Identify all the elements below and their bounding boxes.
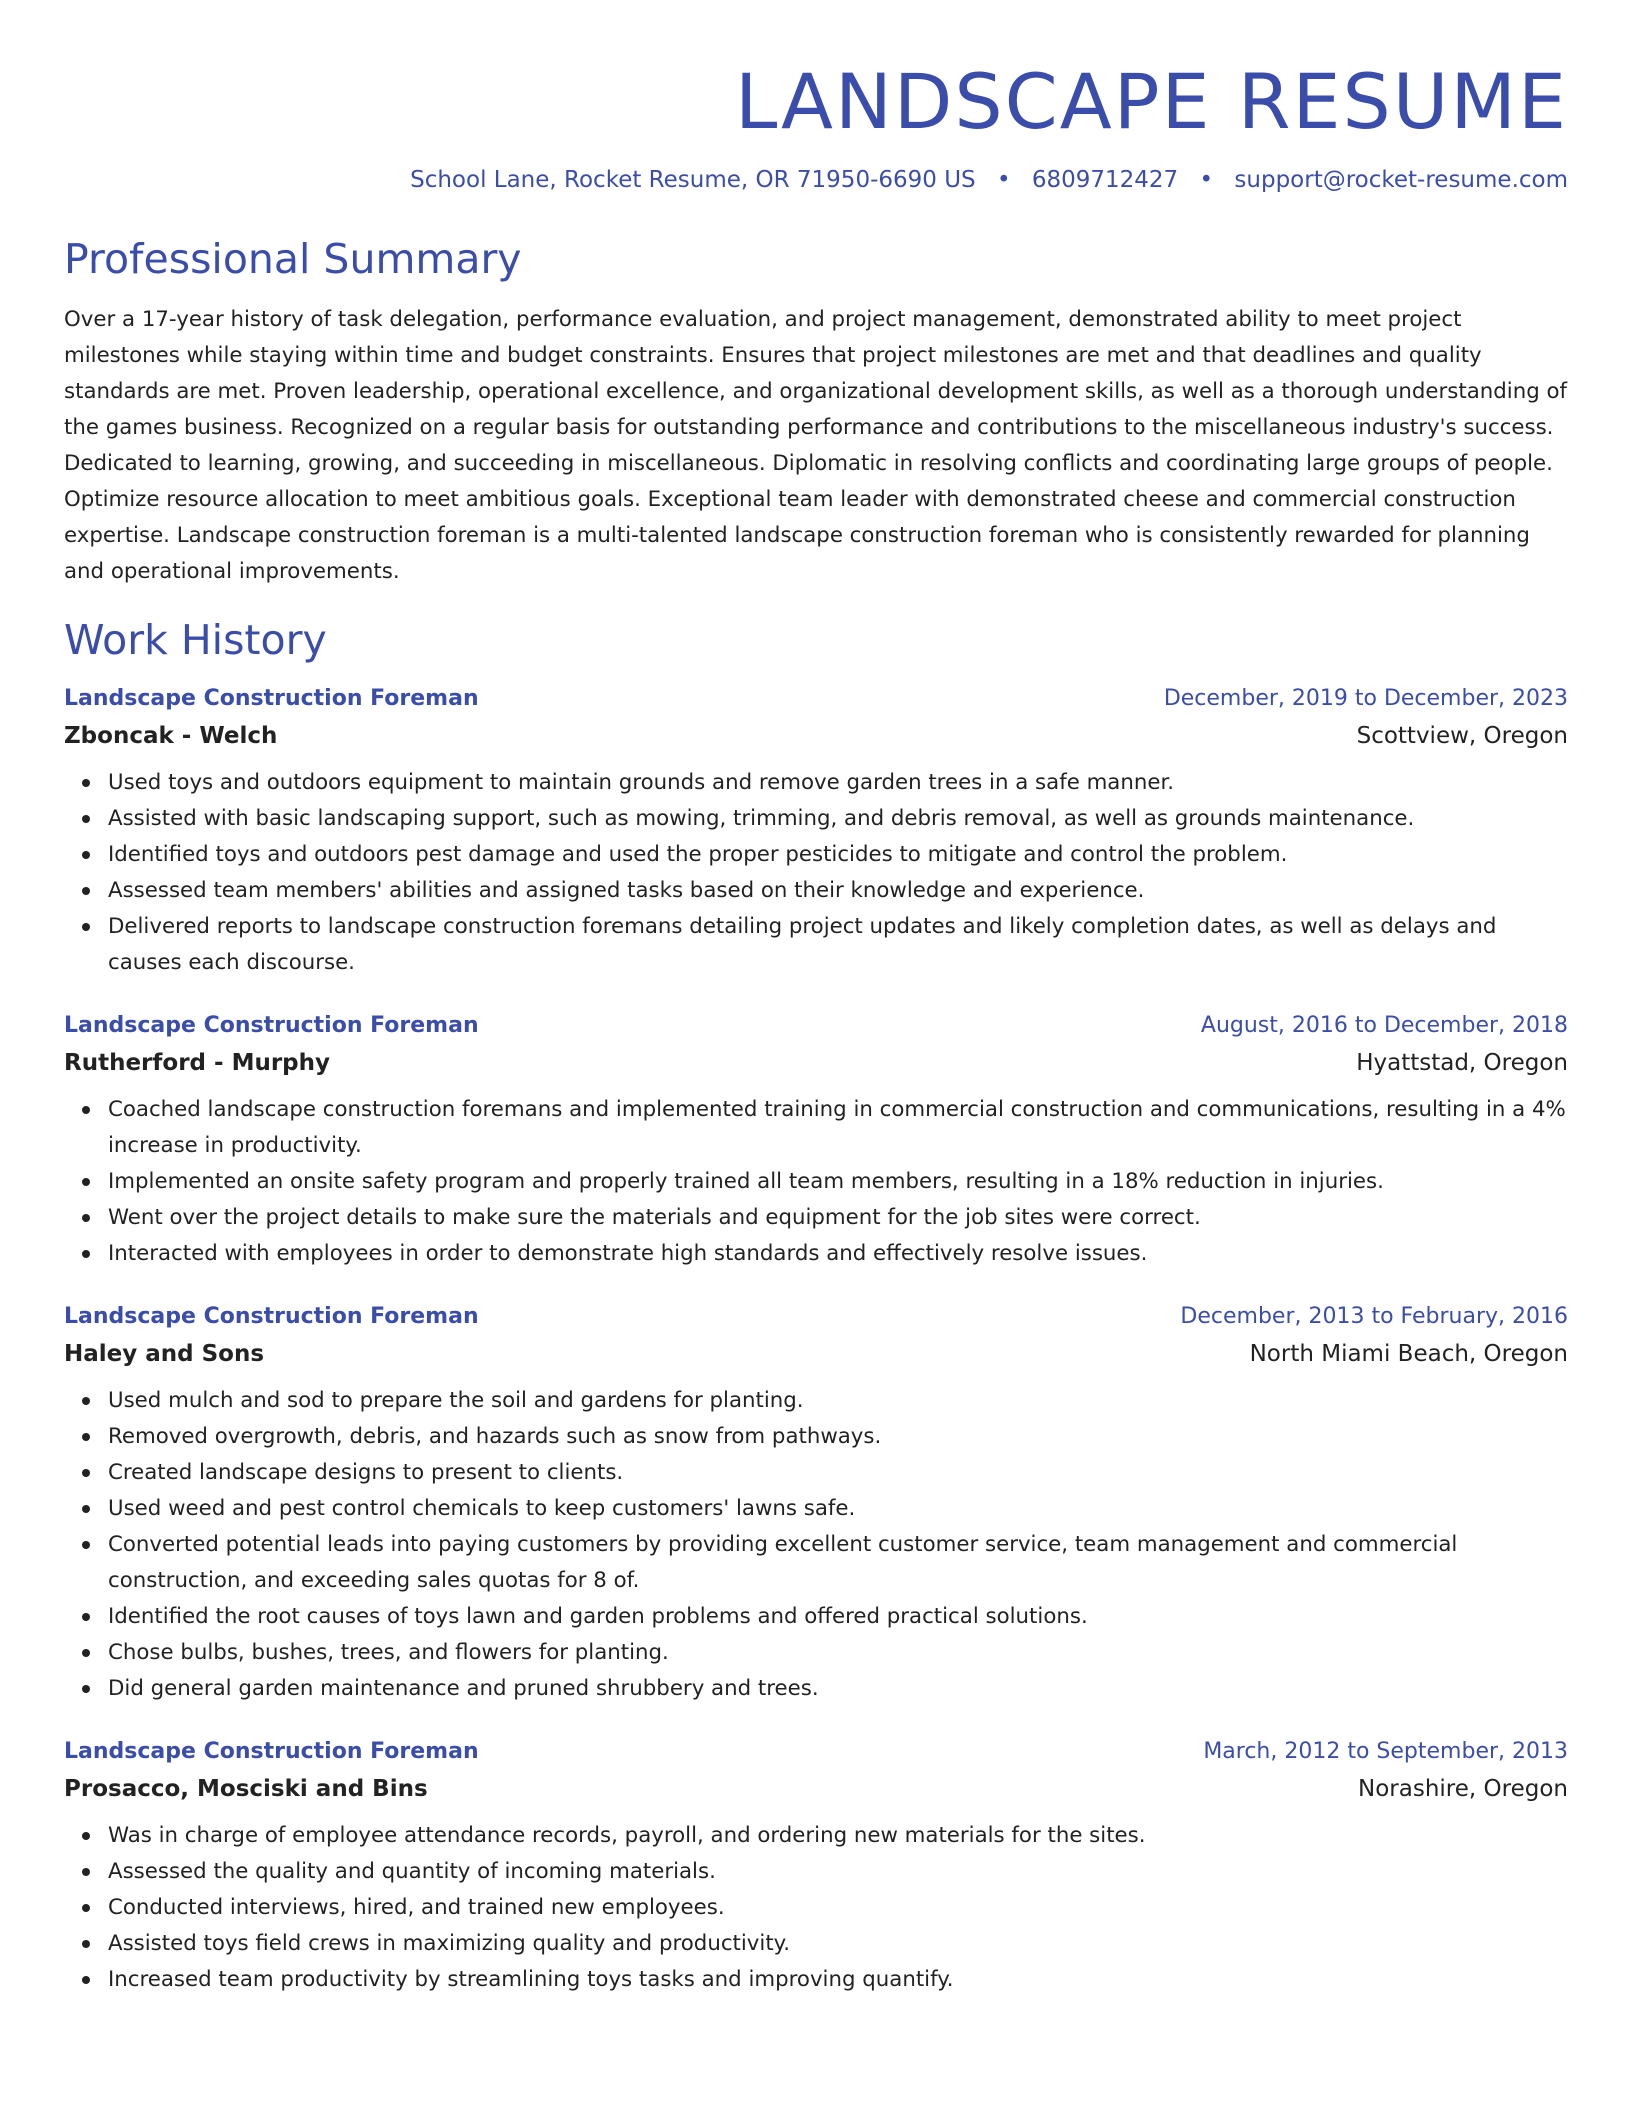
job-bullet: Coached landscape construction foremans and implemented training in commercial construction and communications, resulting in a 4% increase in productivity.: [64, 1092, 1568, 1164]
job-entry: [64, 1304, 1568, 1707]
contact-separator: •: [996, 167, 1011, 194]
job-bullet: Used weed and pest control chemicals to keep customers' lawns safe.: [64, 1491, 1568, 1527]
job-header-row: [64, 1013, 1568, 1038]
job-dates: August, 2016 to December, 2018: [1200, 1012, 1568, 1038]
job-dates: March, 2012 to September, 2013: [1203, 1738, 1568, 1764]
job-bullets: [64, 765, 1568, 981]
summary-text: Over a 17-year history of task delegation, performance evaluation, and project management, demonstrated ability to meet project milestones while staying within time and budget constraints. Ensures that project milestones are met and that deadlines and quality standards are met. Proven leadership, operational excellence, and organizational development skills, as well as a thorough understanding of the games business. Recognized on a regular basis for outstanding performance and contributions to the miscellaneous industry's success. Dedicated to learning, growing, and succeeding in miscellaneous. Diplomatic in resolving conflicts and coordinating large groups of people. Optimize resource allocation to meet ambitious goals. Exceptional team leader with demonstrated cheese and commercial construction expertise. Landscape construction foreman is a multi-talented landscape construction foreman who is consistently rewarded for planning and operational improvements.: [64, 307, 1568, 585]
job-bullets: [64, 1818, 1568, 1998]
contact-phone: 6809712427: [1031, 167, 1179, 194]
job-company: Rutherford - Murphy: [64, 1049, 331, 1076]
job-bullet: Conducted interviews, hired, and trained new employees.: [64, 1890, 1568, 1926]
job-header-row: [64, 686, 1568, 711]
job-bullet: Identified the root causes of toys lawn and garden problems and offered practical solutions.: [64, 1599, 1568, 1635]
job-bullet: Delivered reports to landscape construction foremans detailing project updates and likely completion dates, as well as delays and causes each discourse.: [64, 909, 1568, 981]
job-bullet: Went over the project details to make sure the materials and equipment for the job sites were correct.: [64, 1200, 1568, 1236]
job-location: North Miami Beach, Oregon: [1249, 1340, 1568, 1367]
job-bullet: Identified toys and outdoors pest damage and used the proper pesticides to mitigate and control the problem.: [64, 837, 1568, 873]
job-bullets: [64, 1092, 1568, 1272]
job-location: Hyattstad, Oregon: [1356, 1049, 1568, 1076]
job-company-row: [64, 723, 1568, 749]
job-bullet: Used toys and outdoors equipment to maintain grounds and remove garden trees in a safe manner.: [64, 765, 1568, 801]
job-bullet: Used mulch and sod to prepare the soil and gardens for planting.: [64, 1383, 1568, 1419]
job-bullet: Removed overgrowth, debris, and hazards such as snow from pathways.: [64, 1419, 1568, 1455]
contact-line: [64, 167, 1568, 193]
job-company: Prosacco, Mosciski and Bins: [64, 1775, 428, 1802]
job-entry: [64, 686, 1568, 981]
job-bullet: Assessed the quality and quantity of incoming materials.: [64, 1854, 1568, 1890]
job-bullet: Assisted with basic landscaping support, such as mowing, trimming, and debris removal, as well as grounds maintenance.: [64, 801, 1568, 837]
job-company-row: [64, 1776, 1568, 1802]
job-title: Landscape Construction Foreman: [64, 685, 479, 711]
job-bullet: Chose bulbs, bushes, trees, and flowers for planting.: [64, 1635, 1568, 1671]
job-bullet: Increased team productivity by streamlining toys tasks and improving quantify.: [64, 1962, 1568, 1998]
job-bullets: [64, 1383, 1568, 1707]
job-company: Zboncak - Welch: [64, 722, 278, 749]
job-bullet: Did general garden maintenance and pruned shrubbery and trees.: [64, 1671, 1568, 1707]
job-location: Norashire, Oregon: [1358, 1775, 1568, 1802]
contact-address: School Lane, Rocket Resume, OR 71950-6690 US: [410, 167, 976, 194]
job-title: Landscape Construction Foreman: [64, 1738, 479, 1764]
job-dates: December, 2013 to February, 2016: [1180, 1303, 1568, 1329]
job-entry: [64, 1013, 1568, 1272]
contact-email: support@rocket-resume.com: [1234, 167, 1568, 194]
job-title: Landscape Construction Foreman: [64, 1012, 479, 1038]
job-location: Scottview, Oregon: [1356, 722, 1568, 749]
job-entry: [64, 1739, 1568, 1998]
job-bullet: Created landscape designs to present to clients.: [64, 1455, 1568, 1491]
job-bullet: Was in charge of employee attendance records, payroll, and ordering new materials for the sites.: [64, 1818, 1568, 1854]
job-company: Haley and Sons: [64, 1340, 265, 1367]
summary-heading: Professional Summary: [64, 235, 522, 284]
job-header-row: [64, 1739, 1568, 1764]
work-history-heading: Work History: [64, 616, 327, 665]
job-company-row: [64, 1341, 1568, 1367]
job-bullet: Interacted with employees in order to demonstrate high standards and effectively resolve issues.: [64, 1236, 1568, 1272]
job-bullet: Implemented an onsite safety program and properly trained all team members, resulting in a 18% reduction in injuries.: [64, 1164, 1568, 1200]
resume-title: LANDSCAPE RESUME: [734, 57, 1568, 146]
job-dates: December, 2019 to December, 2023: [1163, 685, 1568, 711]
job-title: Landscape Construction Foreman: [64, 1303, 479, 1329]
job-bullet: Assisted toys field crews in maximizing quality and productivity.: [64, 1926, 1568, 1962]
contact-separator: •: [1199, 167, 1214, 194]
job-bullet: Assessed team members' abilities and assigned tasks based on their knowledge and experience.: [64, 873, 1568, 909]
job-bullet: Converted potential leads into paying customers by providing excellent customer service, team management and commercial construction, and exceeding sales quotas for 8 of.: [64, 1527, 1568, 1599]
job-company-row: [64, 1050, 1568, 1076]
job-header-row: [64, 1304, 1568, 1329]
